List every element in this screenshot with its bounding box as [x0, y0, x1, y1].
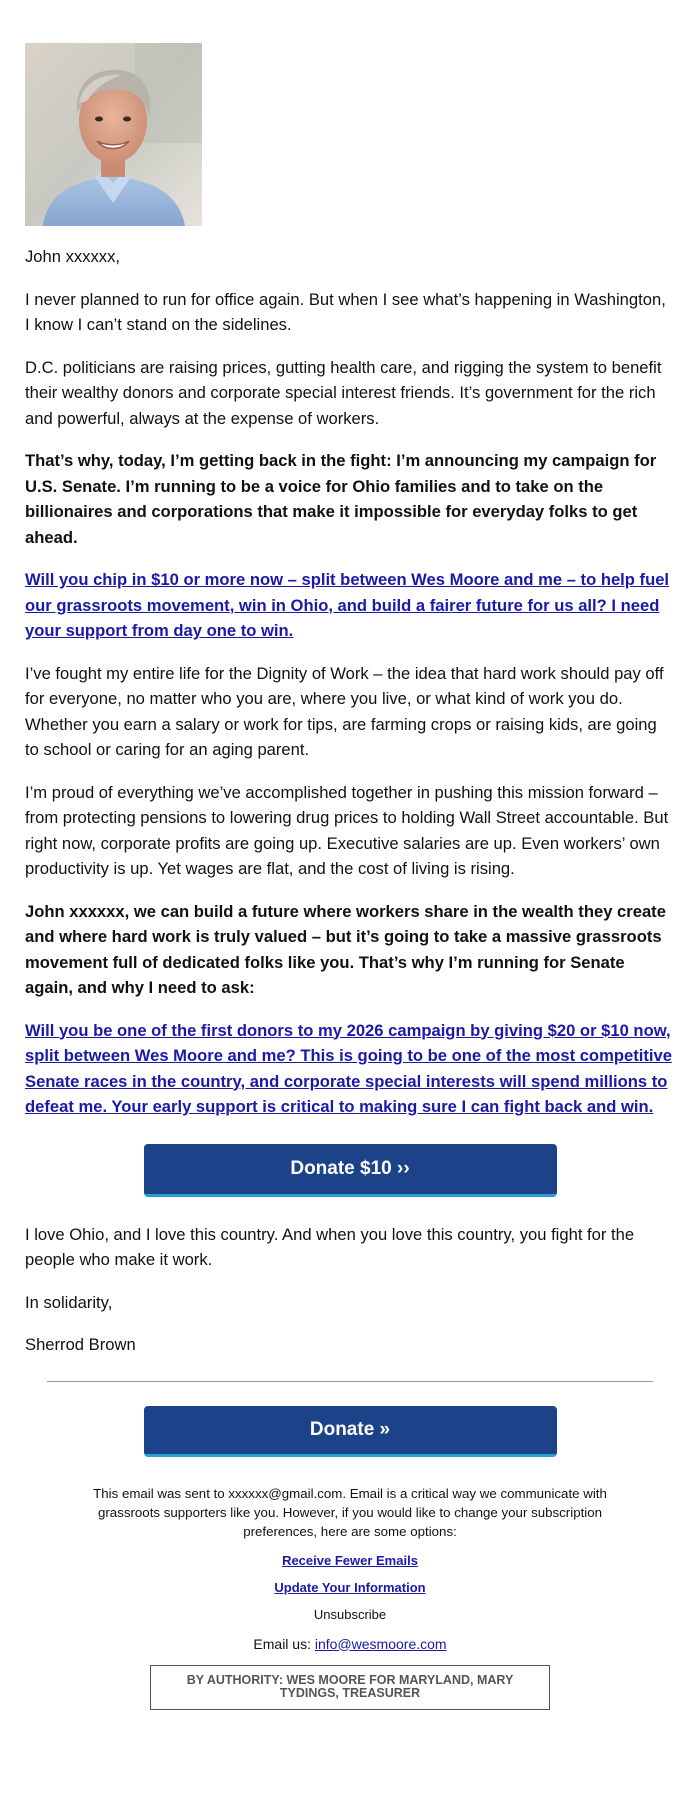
announcement-paragraph: That’s why, today, I’m getting back in the fight: I’m announcing my campaign for U.S. Senate. I’m running to be a voice for Ohio families and to take on the billionaires and corporations that make it impossible for everyday folks to get ahead.	[25, 451, 657, 547]
donate-ask-link-2-wrapper	[25, 1018, 675, 1120]
donate-ask-link-1[interactable]: Will you chip in $10 or more now – split between Wes Moore and me – to help fuel our grassroots movement, win in Ohio, and build a fairer future for us all? I need your support from day one to win.	[25, 570, 670, 640]
donate-main-button-wrap	[25, 1406, 675, 1484]
donate-ask-link-1-wrapper	[25, 567, 675, 644]
paragraph-2: D.C. politicians are raising prices, gutting health care, and rigging the system to benefit their wealthy donors and corporate special interest friends. It’s government for the rich and powerful, always at the expense of workers.	[25, 357, 662, 428]
footer-email-line	[25, 1635, 675, 1653]
footer-email-prefix: Email us:	[253, 1635, 315, 1652]
donate-10-button-wrap	[25, 1137, 675, 1222]
footer-divider	[47, 1381, 653, 1382]
paid-for-by-disclaimer: BY AUTHORITY: WES MOORE FOR MARYLAND, MARY TYDINGS, TREASURER	[150, 1665, 550, 1710]
footer-notice: This email was sent to xxxxxx@gmail.com. Email is a critical way we communicate with grassroots supporters like you. However, if you would like to change your subscription preferences, here are some options:	[93, 1485, 607, 1539]
headshot-photo	[25, 43, 202, 226]
signoff-closing: In solidarity,	[25, 1292, 113, 1312]
paragraph-accomplishments: I’m proud of everything we’ve accomplished together in pushing this mission forward – from protecting pensions to lowering drug prices to holding Wall Street accountable. But right now, corporate profits are going up. Executive salaries are up. Even workers’ own productivity is up. Yet wages are flat, and the cost of living is rising.	[25, 782, 669, 878]
footer-email-link[interactable]: info@wesmoore.com	[314, 1635, 447, 1652]
donate-ask-link-2[interactable]: Will you be one of the first donors to my 2026 campaign by giving $20 or $10 now, split between Wes Moore and me? This is going to be one of the most competitive Senate races in the country, and corporate special interests will spend millions to defeat me. Your early support is critical to making sure I can fight back and win.	[25, 1020, 672, 1116]
future-paragraph: John xxxxxx, we can build a future where workers share in the wealth they create and where hard work is truly valued – but it’s going to take a massive grassroots movement full of dedicated folks like you. That’s why I’m running for Senate again, and why I need to ask:	[25, 901, 666, 997]
donate-main-button[interactable]: Donate »	[144, 1406, 557, 1457]
paragraph-1: I never planned to run for office again. But when I see what’s happening in Washington, I know I can’t stand on the sidelines.	[25, 289, 666, 334]
unsubscribe-link[interactable]: Unsubscribe	[313, 1606, 387, 1622]
signoff-name: Sherrod Brown	[25, 1335, 136, 1354]
paragraph-love-ohio: I love Ohio, and I love this country. And when you love this country, you fight for the people who make it work.	[25, 1224, 635, 1269]
greeting: John xxxxxx,	[25, 247, 120, 266]
paragraph-dignity-of-work: I’ve fought my entire life for the Dignity of Work – the idea that hard work should pay off for everyone, no matter who you are, where you live, or what kind of work you do. Whether you earn a salary or work for tips, are farming crops or raising kids, are going to school or caring for an aging parent.	[25, 663, 664, 759]
donate-10-button[interactable]: Donate $10 ››	[144, 1144, 557, 1197]
update-information-link[interactable]: Update Your Information	[274, 1579, 426, 1595]
receive-fewer-emails-link[interactable]: Receive Fewer Emails	[282, 1552, 418, 1568]
